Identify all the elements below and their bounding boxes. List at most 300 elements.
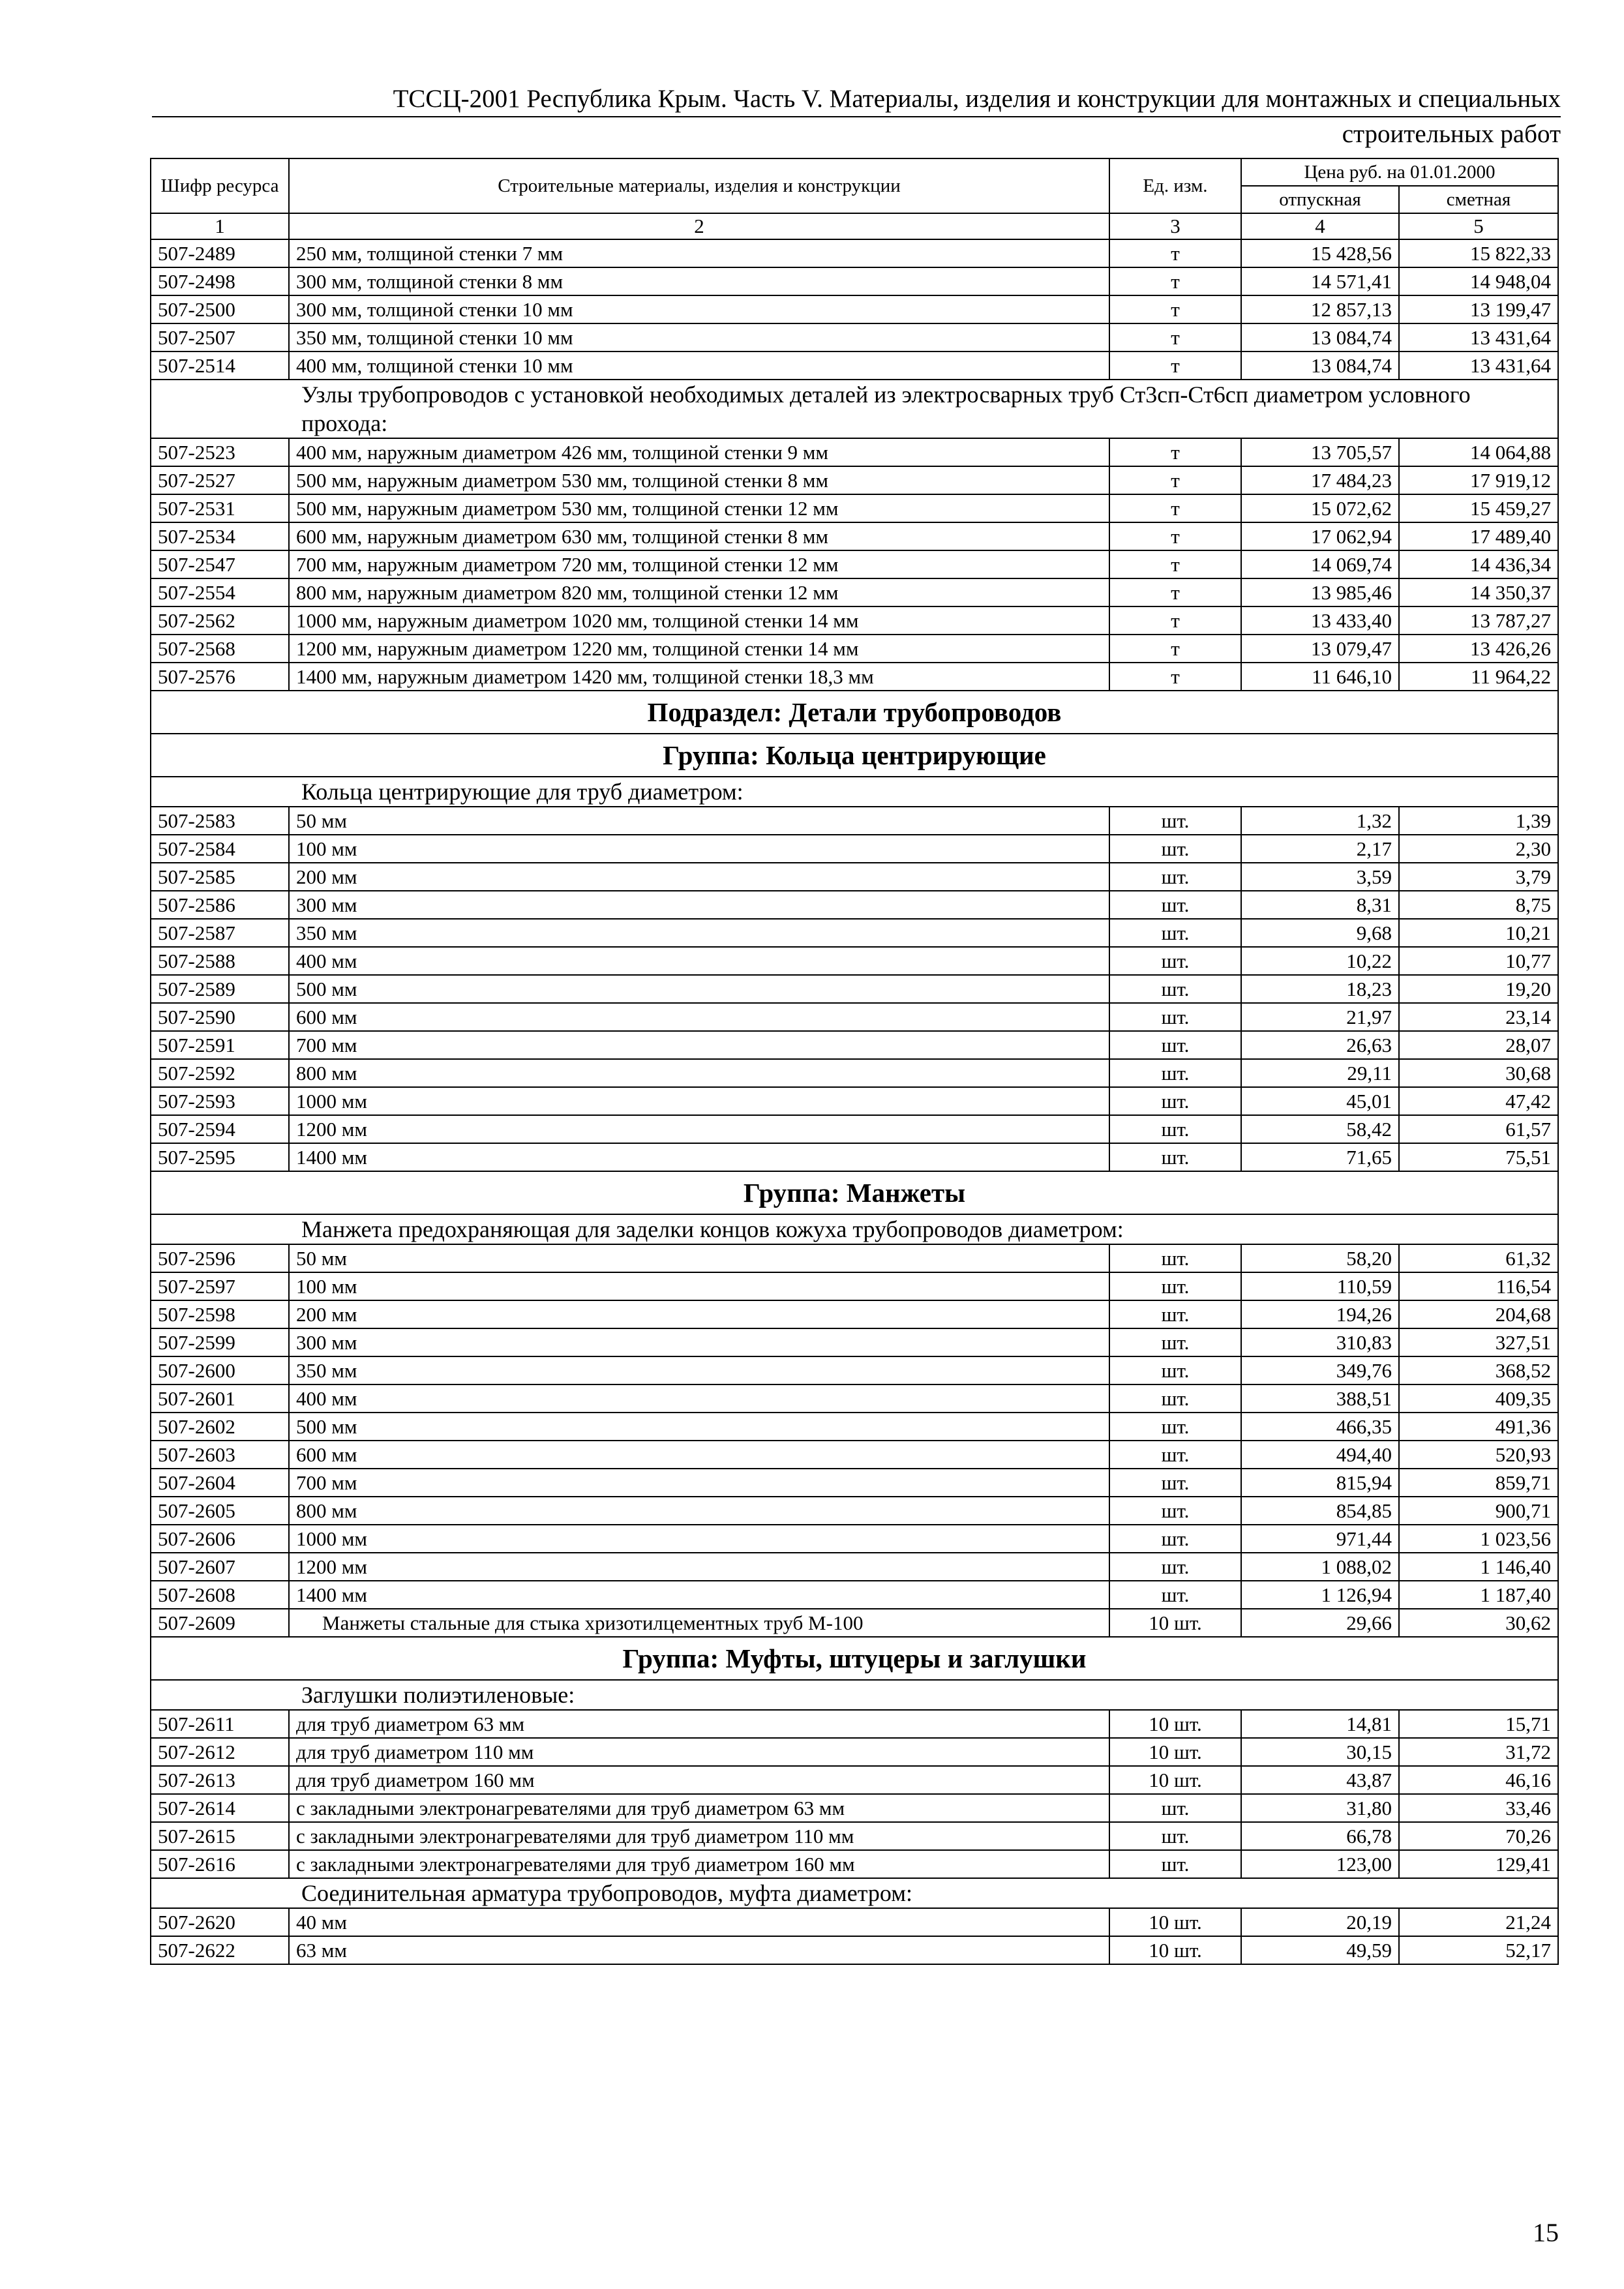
resource-name: 700 мм [289,1469,1109,1497]
table-row [151,1384,1558,1413]
resource-code: 507-2583 [151,807,289,835]
resource-name: для труб диаметром 63 мм [289,1710,1109,1738]
table-row [151,1003,1558,1031]
unit: шт. [1109,1031,1241,1059]
table-row [151,1441,1558,1469]
unit: шт. [1109,1413,1241,1441]
resource-code: 507-2597 [151,1272,289,1300]
resource-code: 507-2602 [151,1413,289,1441]
table-row [151,1525,1558,1553]
table-row [151,1553,1558,1581]
release-price: 58,20 [1241,1244,1399,1272]
table-row [151,1908,1558,1936]
table-row [151,1497,1558,1525]
estimate-price: 17 489,40 [1399,522,1558,550]
unit: шт. [1109,1850,1241,1878]
resource-name: 300 мм [289,1328,1109,1356]
group-heading: Группа: Манжеты [151,1171,1558,1214]
release-price: 45,01 [1241,1087,1399,1115]
resource-code: 507-2547 [151,550,289,578]
estimate-price: 21,24 [1399,1908,1558,1936]
unit: т [1109,663,1241,691]
page-header [152,83,1561,150]
unit: шт. [1109,1328,1241,1356]
table-row [151,522,1558,550]
release-price: 388,51 [1241,1384,1399,1413]
table-row [151,1031,1558,1059]
resource-code: 507-2599 [151,1328,289,1356]
release-price: 71,65 [1241,1143,1399,1171]
resource-code: 507-2590 [151,1003,289,1031]
resource-code: 507-2620 [151,1908,289,1936]
unit: шт. [1109,919,1241,947]
resource-name: для труб диаметром 110 мм [289,1738,1109,1766]
estimate-price: 70,26 [1399,1822,1558,1850]
resource-code: 507-2611 [151,1710,289,1738]
table-row [151,239,1558,267]
resource-code: 507-2593 [151,1087,289,1115]
resource-name: 700 мм [289,1031,1109,1059]
unit: шт. [1109,1794,1241,1822]
resource-name: 1000 мм [289,1525,1109,1553]
estimate-price: 46,16 [1399,1766,1558,1794]
resource-code: 507-2568 [151,635,289,663]
estimate-price: 14 350,37 [1399,578,1558,606]
group-heading-row [151,691,1558,734]
header-price: Цена руб. на 01.01.2000 [1241,158,1558,186]
subgroup-heading: Кольца центрирующие для труб диаметром: [151,777,1558,807]
resource-code: 507-2591 [151,1031,289,1059]
release-price: 29,66 [1241,1609,1399,1637]
resource-name: 500 мм, наружным диаметром 530 мм, толщиной стенки 8 мм [289,466,1109,494]
release-price: 13 084,74 [1241,352,1399,380]
estimate-price: 204,68 [1399,1300,1558,1328]
header-name: Строительные материалы, изделия и конструкции [289,158,1109,213]
resource-code: 507-2489 [151,239,289,267]
unit: т [1109,239,1241,267]
resource-code: 507-2605 [151,1497,289,1525]
estimate-price: 23,14 [1399,1003,1558,1031]
resource-code: 507-2612 [151,1738,289,1766]
estimate-price: 129,41 [1399,1850,1558,1878]
estimate-price: 14 948,04 [1399,267,1558,295]
estimate-price: 1 146,40 [1399,1553,1558,1581]
resource-code: 507-2622 [151,1936,289,1964]
resource-code: 507-2585 [151,863,289,891]
resource-name: 100 мм [289,1272,1109,1300]
release-price: 11 646,10 [1241,663,1399,691]
release-price: 15 072,62 [1241,494,1399,522]
unit: 10 шт. [1109,1609,1241,1637]
resource-name: Манжеты стальные для стыка хризотилцементных труб М-100 [289,1609,1109,1637]
estimate-price: 409,35 [1399,1384,1558,1413]
unit: шт. [1109,1581,1241,1609]
release-price: 8,31 [1241,891,1399,919]
unit: шт. [1109,1115,1241,1143]
unit: шт. [1109,1525,1241,1553]
release-price: 13 433,40 [1241,606,1399,635]
resource-name: 500 мм [289,1413,1109,1441]
resource-code: 507-2514 [151,352,289,380]
table-row [151,1143,1558,1171]
estimate-price: 1 187,40 [1399,1581,1558,1609]
resource-name: 400 мм, толщиной стенки 10 мм [289,352,1109,380]
table-header-row [151,158,1558,186]
resource-name: 800 мм [289,1059,1109,1087]
resource-name: 1400 мм, наружным диаметром 1420 мм, толщиной стенки 18,3 мм [289,663,1109,691]
estimate-price: 75,51 [1399,1143,1558,1171]
unit: 10 шт. [1109,1710,1241,1738]
table-row [151,635,1558,663]
estimate-price: 61,32 [1399,1244,1558,1272]
release-price: 20,19 [1241,1908,1399,1936]
table-row [151,267,1558,295]
estimate-price: 15,71 [1399,1710,1558,1738]
release-price: 110,59 [1241,1272,1399,1300]
table-row [151,807,1558,835]
subgroup-heading: Узлы трубопроводов с установкой необходимых деталей из электросварных труб Ст3сп-Ст6сп диаметром условного прохода: [151,380,1558,438]
resource-code: 507-2615 [151,1822,289,1850]
release-price: 26,63 [1241,1031,1399,1059]
resource-name: 400 мм [289,947,1109,975]
release-price: 21,97 [1241,1003,1399,1031]
estimate-price: 14 064,88 [1399,438,1558,466]
release-price: 15 428,56 [1241,239,1399,267]
unit: шт. [1109,1497,1241,1525]
release-price: 43,87 [1241,1766,1399,1794]
unit: шт. [1109,1469,1241,1497]
resource-name: 200 мм [289,863,1109,891]
release-price: 13 985,46 [1241,578,1399,606]
resource-name: 1400 мм [289,1581,1109,1609]
table-row [151,1710,1558,1738]
resource-code: 507-2613 [151,1766,289,1794]
release-price: 30,15 [1241,1738,1399,1766]
table-row [151,323,1558,352]
resource-name: 500 мм, наружным диаметром 530 мм, толщиной стенки 12 мм [289,494,1109,522]
estimate-price: 15 822,33 [1399,239,1558,267]
resource-name: 40 мм [289,1908,1109,1936]
unit: шт. [1109,1087,1241,1115]
header-release-price: отпускная [1241,186,1399,213]
estimate-price: 30,68 [1399,1059,1558,1087]
page-number: 15 [1533,2218,1559,2247]
estimate-price: 13 426,26 [1399,635,1558,663]
table-row [151,1328,1558,1356]
table-row [151,1244,1558,1272]
unit: шт. [1109,1441,1241,1469]
estimate-price: 1 023,56 [1399,1525,1558,1553]
unit: т [1109,466,1241,494]
table-row [151,1609,1558,1637]
table-row [151,919,1558,947]
resource-code: 507-2527 [151,466,289,494]
group-heading-row [151,1171,1558,1214]
estimate-price: 2,30 [1399,835,1558,863]
resource-name: 1000 мм [289,1087,1109,1115]
resource-name: 350 мм [289,919,1109,947]
resource-name: 200 мм [289,1300,1109,1328]
table-row [151,466,1558,494]
estimate-price: 13 787,27 [1399,606,1558,635]
release-price: 29,11 [1241,1059,1399,1087]
release-price: 13 705,57 [1241,438,1399,466]
column-number: 1 [151,213,289,239]
unit: шт. [1109,891,1241,919]
estimate-price: 31,72 [1399,1738,1558,1766]
unit: шт. [1109,1300,1241,1328]
estimate-price: 61,57 [1399,1115,1558,1143]
unit: шт. [1109,863,1241,891]
resource-code: 507-2614 [151,1794,289,1822]
unit: т [1109,635,1241,663]
estimate-price: 11 964,22 [1399,663,1558,691]
resource-code: 507-2562 [151,606,289,635]
resource-code: 507-2598 [151,1300,289,1328]
resource-name: 1200 мм [289,1553,1109,1581]
unit: шт. [1109,947,1241,975]
resource-code: 507-2576 [151,663,289,691]
release-price: 854,85 [1241,1497,1399,1525]
table-row [151,1272,1558,1300]
release-price: 310,83 [1241,1328,1399,1356]
estimate-price: 491,36 [1399,1413,1558,1441]
resource-name: 300 мм [289,891,1109,919]
subgroup-heading-row [151,380,1558,438]
resource-name: 1200 мм, наружным диаметром 1220 мм, толщиной стенки 14 мм [289,635,1109,663]
table-row [151,1794,1558,1822]
resource-code: 507-2600 [151,1356,289,1384]
estimate-price: 28,07 [1399,1031,1558,1059]
unit: т [1109,578,1241,606]
column-number: 4 [1241,213,1399,239]
table-row [151,1413,1558,1441]
resource-name: 1400 мм [289,1143,1109,1171]
resource-name: 100 мм [289,835,1109,863]
table-row [151,1822,1558,1850]
release-price: 31,80 [1241,1794,1399,1822]
resource-code: 507-2534 [151,522,289,550]
unit: 10 шт. [1109,1738,1241,1766]
group-heading: Группа: Кольца центрирующие [151,734,1558,777]
resource-code: 507-2601 [151,1384,289,1413]
table-row [151,438,1558,466]
table-row [151,578,1558,606]
resource-code: 507-2596 [151,1244,289,1272]
unit: т [1109,438,1241,466]
group-heading: Группа: Муфты, штуцеры и заглушки [151,1637,1558,1680]
resource-code: 507-2523 [151,438,289,466]
header-code: Шифр ресурса [151,158,289,213]
estimate-price: 13 199,47 [1399,295,1558,323]
release-price: 49,59 [1241,1936,1399,1964]
unit: т [1109,522,1241,550]
estimate-price: 327,51 [1399,1328,1558,1356]
subgroup-heading-row [151,1680,1558,1710]
release-price: 10,22 [1241,947,1399,975]
resource-name: 400 мм [289,1384,1109,1413]
resource-code: 507-2498 [151,267,289,295]
unit: т [1109,323,1241,352]
header-title-line1: ТССЦ-2001 Республика Крым. Часть V. Материалы, изделия и конструкции для монтажных и специальных [152,83,1561,117]
table-row [151,663,1558,691]
release-price: 12 857,13 [1241,295,1399,323]
resource-code: 507-2595 [151,1143,289,1171]
estimate-price: 116,54 [1399,1272,1558,1300]
table-row [151,891,1558,919]
release-price: 3,59 [1241,863,1399,891]
resource-name: 300 мм, толщиной стенки 10 мм [289,295,1109,323]
column-number: 5 [1399,213,1558,239]
subgroup-heading-row [151,1214,1558,1244]
resource-code: 507-2500 [151,295,289,323]
unit: 10 шт. [1109,1908,1241,1936]
estimate-price: 13 431,64 [1399,323,1558,352]
unit: шт. [1109,1553,1241,1581]
price-table [150,158,1559,1965]
group-heading: Подраздел: Детали трубопроводов [151,691,1558,734]
unit: т [1109,494,1241,522]
estimate-price: 10,77 [1399,947,1558,975]
release-price: 971,44 [1241,1525,1399,1553]
resource-code: 507-2594 [151,1115,289,1143]
column-number-row [151,213,1558,239]
resource-code: 507-2584 [151,835,289,863]
unit: т [1109,267,1241,295]
resource-name: 300 мм, толщиной стенки 8 мм [289,267,1109,295]
resource-name: 350 мм, толщиной стенки 10 мм [289,323,1109,352]
release-price: 466,35 [1241,1413,1399,1441]
resource-code: 507-2616 [151,1850,289,1878]
release-price: 13 084,74 [1241,323,1399,352]
release-price: 194,26 [1241,1300,1399,1328]
unit: шт. [1109,1003,1241,1031]
estimate-price: 17 919,12 [1399,466,1558,494]
unit: 10 шт. [1109,1766,1241,1794]
resource-code: 507-2604 [151,1469,289,1497]
resource-name: 50 мм [289,1244,1109,1272]
unit: шт. [1109,835,1241,863]
resource-name: 500 мм [289,975,1109,1003]
unit: т [1109,606,1241,635]
unit: т [1109,352,1241,380]
resource-name: 600 мм [289,1441,1109,1469]
resource-code: 507-2507 [151,323,289,352]
estimate-price: 368,52 [1399,1356,1558,1384]
resource-name: 700 мм, наружным диаметром 720 мм, толщиной стенки 12 мм [289,550,1109,578]
release-price: 14,81 [1241,1710,1399,1738]
resource-name: 1200 мм [289,1115,1109,1143]
unit: шт. [1109,1244,1241,1272]
table-row [151,352,1558,380]
resource-code: 507-2609 [151,1609,289,1637]
unit: шт. [1109,1822,1241,1850]
table-row [151,835,1558,863]
release-price: 494,40 [1241,1441,1399,1469]
estimate-price: 52,17 [1399,1936,1558,1964]
estimate-price: 19,20 [1399,975,1558,1003]
table-row [151,295,1558,323]
subgroup-heading-row [151,1878,1558,1908]
release-price: 66,78 [1241,1822,1399,1850]
unit: шт. [1109,1272,1241,1300]
release-price: 14 069,74 [1241,550,1399,578]
table-row [151,1059,1558,1087]
release-price: 14 571,41 [1241,267,1399,295]
table-row [151,1850,1558,1878]
release-price: 349,76 [1241,1356,1399,1384]
unit: шт. [1109,807,1241,835]
resource-code: 507-2592 [151,1059,289,1087]
group-heading-row [151,1637,1558,1680]
resource-code: 507-2589 [151,975,289,1003]
table-row [151,1738,1558,1766]
table-row [151,606,1558,635]
estimate-price: 1,39 [1399,807,1558,835]
resource-code: 507-2603 [151,1441,289,1469]
release-price: 2,17 [1241,835,1399,863]
header-unit: Ед. изм. [1109,158,1241,213]
release-price: 815,94 [1241,1469,1399,1497]
estimate-price: 10,21 [1399,919,1558,947]
group-heading-row [151,734,1558,777]
table-row [151,550,1558,578]
release-price: 1,32 [1241,807,1399,835]
subgroup-heading: Заглушки полиэтиленовые: [151,1680,1558,1710]
release-price: 9,68 [1241,919,1399,947]
resource-name: 63 мм [289,1936,1109,1964]
table-row [151,975,1558,1003]
estimate-price: 33,46 [1399,1794,1558,1822]
subgroup-heading-row [151,777,1558,807]
resource-name: с закладными электронагревателями для труб диаметром 110 мм [289,1822,1109,1850]
resource-name: 400 мм, наружным диаметром 426 мм, толщиной стенки 9 мм [289,438,1109,466]
resource-name: с закладными электронагревателями для труб диаметром 160 мм [289,1850,1109,1878]
release-price: 13 079,47 [1241,635,1399,663]
header-title-line2: строительных работ [1342,120,1561,148]
table-row [151,494,1558,522]
unit: т [1109,550,1241,578]
table-row [151,1469,1558,1497]
estimate-price: 8,75 [1399,891,1558,919]
table-row [151,1356,1558,1384]
resource-code: 507-2588 [151,947,289,975]
resource-code: 507-2608 [151,1581,289,1609]
table-row [151,1087,1558,1115]
unit: шт. [1109,1059,1241,1087]
table-row [151,1300,1558,1328]
unit: т [1109,295,1241,323]
resource-code: 507-2606 [151,1525,289,1553]
unit: шт. [1109,1143,1241,1171]
resource-name: 50 мм [289,807,1109,835]
release-price: 1 088,02 [1241,1553,1399,1581]
subgroup-heading: Манжета предохраняющая для заделки концов кожуха трубопроводов диаметром: [151,1214,1558,1244]
unit: шт. [1109,1356,1241,1384]
table-row [151,1581,1558,1609]
resource-code: 507-2587 [151,919,289,947]
resource-name: 600 мм, наружным диаметром 630 мм, толщиной стенки 8 мм [289,522,1109,550]
estimate-price: 47,42 [1399,1087,1558,1115]
estimate-price: 520,93 [1399,1441,1558,1469]
table-row [151,1936,1558,1964]
release-price: 1 126,94 [1241,1581,1399,1609]
release-price: 17 062,94 [1241,522,1399,550]
resource-name: 600 мм [289,1003,1109,1031]
resource-name: с закладными электронагревателями для труб диаметром 63 мм [289,1794,1109,1822]
column-number: 2 [289,213,1109,239]
estimate-price: 30,62 [1399,1609,1558,1637]
